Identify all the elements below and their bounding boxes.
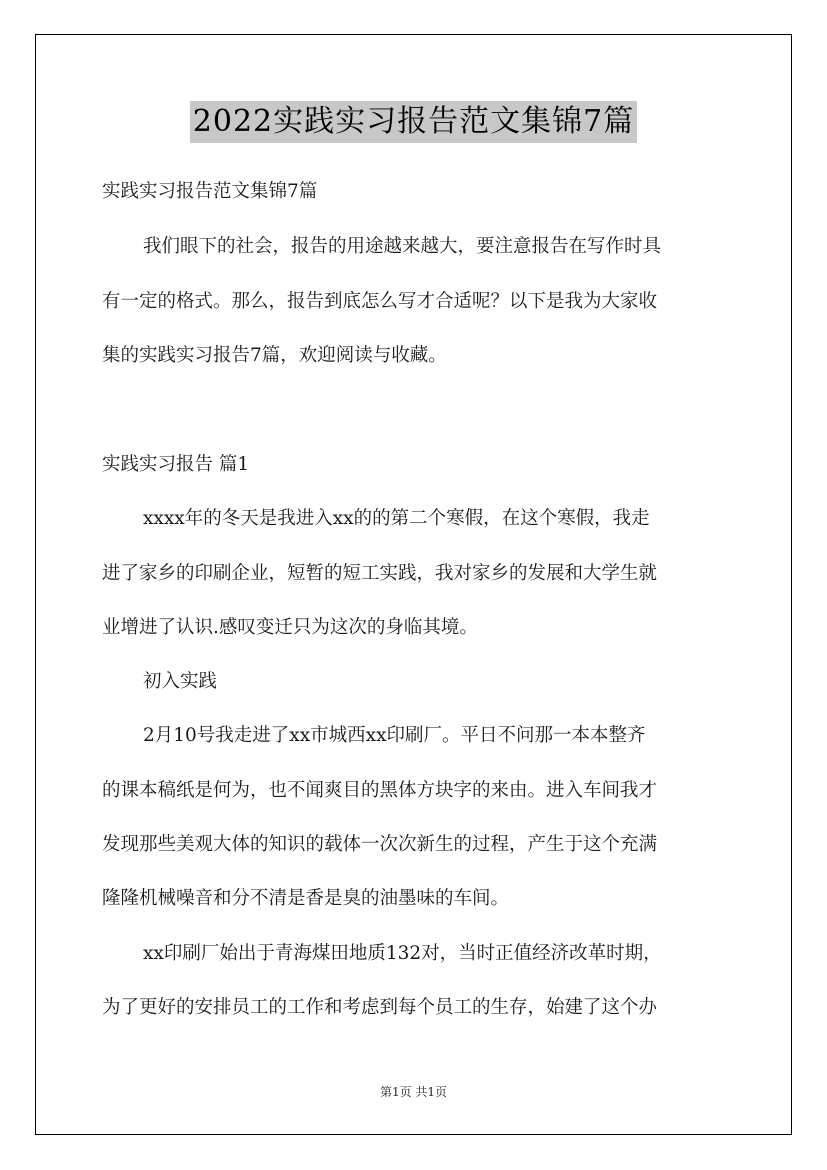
intro-line-2: 有一定的格式。那么，报告到底怎么写才合适呢？以下是我为大家收 (102, 291, 658, 312)
para1-line-3: 业增进了认识.感叹变迁只为这次的身临其境。 (102, 617, 478, 638)
para2-line-3: 发现那些美观大体的知识的载体一次次新生的过程，产生于这个充满 (102, 834, 658, 855)
intro-line-1: 我们眼下的社会，报告的用途越来越大，要注意报告在写作时具 (143, 236, 662, 257)
para3-line-2: 为了更好的安排员工的工作和考虑到每个员工的生存，始建了这个办 (102, 997, 658, 1018)
para1-line-1: xxxx年的冬天是我进入xx的的第二个寒假，在这个寒假，我走 (143, 508, 650, 529)
section-heading: 实践实习报告 篇1 (102, 454, 250, 475)
para1-line-2: 进了家乡的印刷企业，短暂的短工实践，我对家乡的发展和大学生就 (102, 563, 658, 584)
intro-line-3: 集的实践实习报告7篇，欢迎阅读与收藏。 (102, 345, 447, 366)
para2-line-4: 隆隆机械噪音和分不清是香是臭的油墨味的车间。 (102, 888, 510, 909)
para2-line-2: 的课本稿纸是何为，也不闻爽目的黑体方块字的来由。进入车间我才 (102, 780, 658, 801)
page-footer: 第1页 共1页 (379, 1085, 448, 1099)
document-title: 2022实践实习报告范文集锦7篇 (190, 101, 637, 143)
para3-line-1: xx印刷厂始出于青海煤田地质132对，当时正值经济改革时期， (143, 943, 662, 964)
document-subtitle: 实践实习报告范文集锦7篇 (102, 181, 318, 202)
title-container (0, 101, 827, 143)
sub-heading: 初入实践 (143, 671, 218, 692)
para2-line-1: 2月10号我走进了xx市城西xx印刷厂。平日不问那一本本整齐 (143, 725, 646, 746)
